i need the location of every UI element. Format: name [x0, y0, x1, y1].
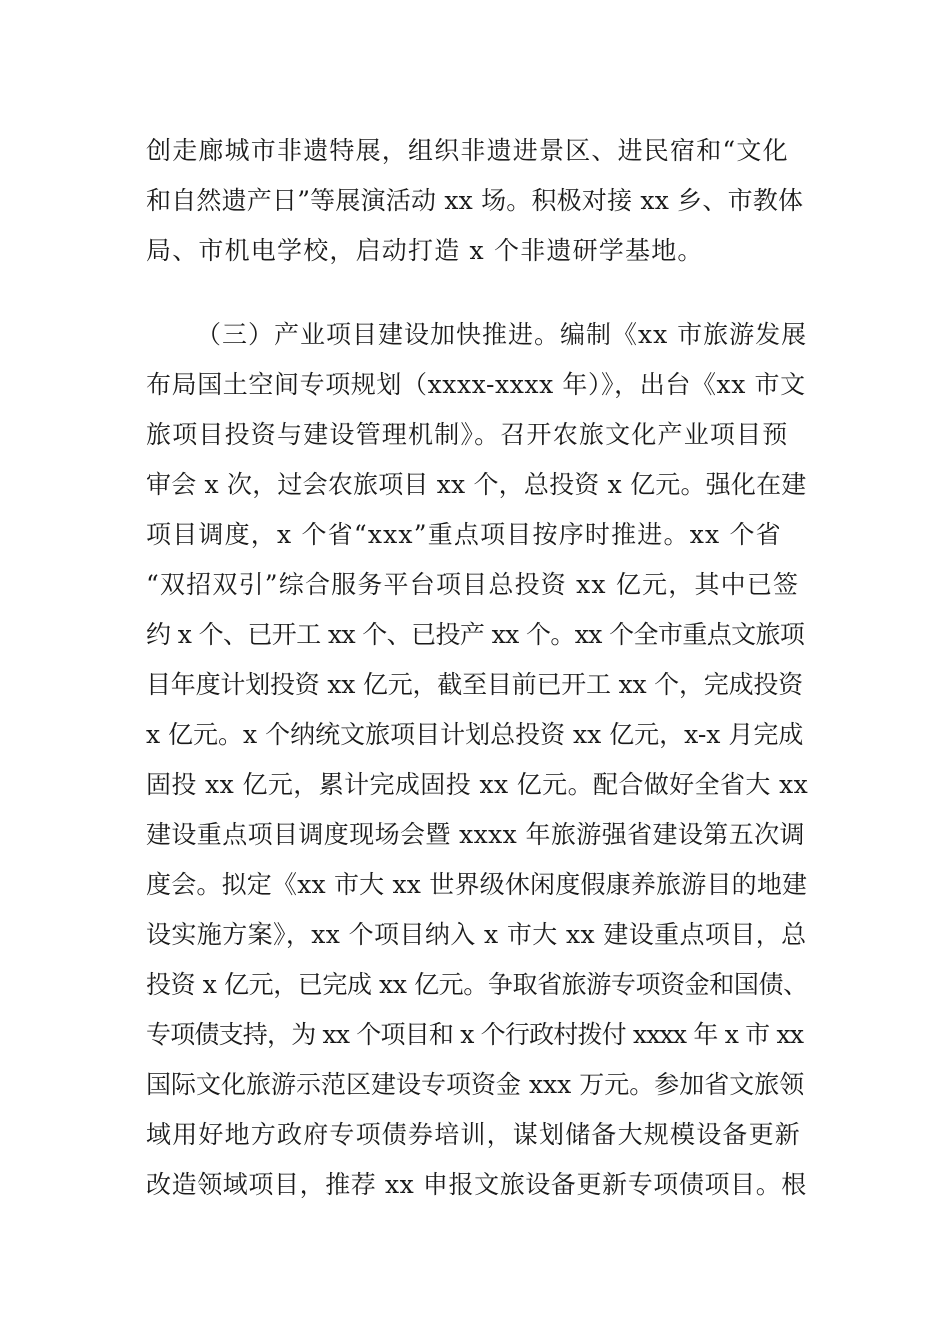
section-3-line-10: 固投 xx 亿元，累计完成固投 xx 亿元。配合做好全省大 xx — [146, 770, 809, 799]
section-3-line-17: 域用好地方政府专项债券培训，谋划储备大规模设备更新 — [146, 1120, 802, 1149]
section-3-line-6: “双招双引”综合服务平台项目总投资 xx 亿元，其中已签 — [146, 570, 800, 599]
section-3-line-16: 国际文化旅游示范区建设专项资金 xxx 万元。参加省文旅领 — [146, 1070, 805, 1099]
section-3-line-11: 建设重点项目调度现场会暨 xxxx 年旅游强省建设第五次调 — [146, 820, 805, 849]
section-3-line-3: 旅项目投资与建设管理机制》。召开农旅文化产业项目预 — [146, 420, 789, 449]
section-3-line-18: 改造领域项目，推荐 xx 申报文旅设备更新专项债项目。根 — [146, 1170, 807, 1199]
section-3-line-15: 专项债支持，为 xx 个项目和 x 个行政村拨付 xxxx 年 x 市 xx — [146, 1020, 804, 1049]
section-3-line-14: 投资 x 亿元，已完成 xx 亿元。争取省旅游专项资金和国债、 — [146, 970, 808, 999]
section-3-line-7: 约 x 个、已开工 xx 个、已投产 xx 个。xx 个全市重点文旅项 — [146, 620, 805, 649]
section-3-line-2: 布局国土空间专项规划（xxxx-xxxx 年）》，出台《xx 市文 — [146, 370, 806, 399]
paragraph-2-line-1: 创走廊城市非遗特展，组织非遗进景区、进民宿和“文化 — [146, 136, 789, 165]
section-3-line-4: 审会 x 次，过会农旅项目 xx 个，总投资 x 亿元。强化在建 — [146, 470, 807, 499]
section-3-heading-line: （三）产业项目建设加快推进。编制《xx 市旅游发展 — [196, 320, 808, 349]
paragraph-2-line-2: 和自然遗产日”等展演活动 xx 场。积极对接 xx 乡、市教体 — [146, 186, 804, 215]
paragraph-2-line-3: 局、市机电学校，启动打造 x 个非遗研学基地。 — [146, 236, 704, 265]
section-3-line-5: 项目调度，x 个省“xxx”重点项目按序时推进。xx 个省 — [146, 520, 782, 549]
section-3-line-12: 度会。拟定《xx 市大 xx 世界级休闲度假康养旅游目的地建 — [146, 870, 808, 899]
section-3-line-8: 目年度计划投资 xx 亿元，截至目前已开工 xx 个，完成投资 — [146, 670, 803, 699]
section-3-line-9: x 亿元。x 个纳统文旅项目计划总投资 xx 亿元，x-x 月完成 — [146, 720, 804, 749]
section-3-line-13: 设实施方案》，xx 个项目纳入 x 市大 xx 建设重点项目，总 — [146, 920, 807, 949]
